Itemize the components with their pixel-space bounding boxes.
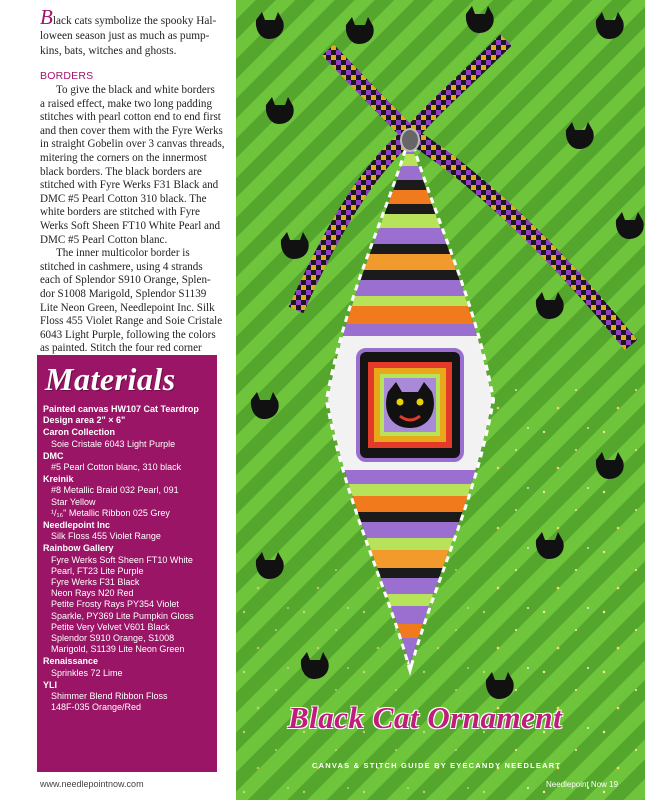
materials-item: Marigold, S1139 Lite Neon Green: [51, 644, 185, 655]
materials-item: Petite Frosty Rays PY354 Violet: [51, 599, 179, 610]
materials-item: Petite Very Velvet V601 Black: [51, 621, 170, 632]
materials-item: Sprinkles 72 Lime: [51, 667, 123, 678]
section-heading: BORDERS: [40, 70, 94, 82]
ornament-title: Black Cat Ornament: [288, 700, 563, 735]
body-line: black borders. The black borders are: [40, 165, 202, 178]
intro-paragraph: [40, 5, 226, 60]
body-line: DMC #5 Pearl Cotton blanc.: [40, 233, 168, 246]
materials-group-heading: Renaissance: [43, 656, 99, 667]
intro-line: kins, bats, witches and ghosts.: [40, 45, 177, 58]
materials-list: [43, 404, 215, 713]
body-line: Floss 455 Violet Range and Soie Cristale: [40, 315, 223, 328]
materials-item: Silk Floss 455 Violet Range: [51, 531, 161, 542]
footer-url[interactable]: www.needlepointnow.com: [40, 779, 144, 789]
materials-group-heading: Kreinik: [43, 474, 74, 485]
materials-group-heading: DMC: [43, 450, 64, 461]
materials-item: Painted canvas HW107 Cat Teardrop: [43, 404, 199, 414]
materials-item: Pearl, FT23 Lite Purple: [51, 565, 144, 576]
materials-group-heading: YLI: [43, 679, 58, 690]
body-line: as painted. Stitch the four red corner: [40, 342, 202, 355]
materials-title: Materials: [45, 361, 176, 397]
intro-line: loween season just as much as pump-: [40, 30, 210, 43]
intro-line: lack cats symbolize the spooky Hal-: [52, 15, 217, 27]
drop-cap: B: [40, 5, 53, 29]
body-line: a raised effect, make two long padding: [40, 97, 212, 110]
materials-item: Splendor S910 Orange, S1008: [51, 633, 175, 644]
materials-item: Fyre Werks Soft Sheen FT10 White: [51, 554, 193, 565]
ornament-photo: [236, 0, 645, 800]
body-line: DMC #5 Pearl Cotton 310 black. The: [40, 192, 207, 205]
ornament-illustration: [236, 0, 645, 800]
materials-item: #5 Pearl Cotton blanc, 310 black: [51, 462, 182, 473]
materials-item: ¹/₁₆" Metallic Ribbon 025 Grey: [51, 507, 170, 518]
materials-group-heading: Needlepoint Inc: [43, 520, 111, 531]
materials-item: Sparkle, PY369 Lite Pumpkin Gloss: [51, 610, 194, 621]
materials-item: Neon Rays N20 Red: [51, 588, 134, 599]
materials-group-heading: Caron Collection: [43, 427, 116, 438]
body-line: stitched with Fyre Werks F31 Black and: [40, 179, 219, 192]
body-line: each of Splendor S910 Orange, Splen-: [40, 274, 211, 287]
materials-item: Design area 2" × 6": [43, 415, 126, 426]
body-line: and then cover them with the Fyre Werks: [40, 124, 223, 137]
body-line: in straight Gobelin over 3 canvas threads,: [40, 138, 225, 151]
body-line: mitering the corners on the innermost: [40, 151, 207, 164]
body-line: stitches with pearl cotton end to end first: [40, 111, 221, 124]
materials-item: 148F-035 Orange/Red: [51, 702, 142, 713]
text-column: [0, 0, 236, 800]
materials-item: #8 Metallic Braid 032 Pearl, 091: [51, 485, 179, 496]
body-line: Lite Neon Green, Needlepoint Inc. Silk: [40, 301, 215, 314]
body-line: 6043 Light Purple, following the colors: [40, 328, 216, 341]
body-line: The inner multicolor border is: [56, 247, 190, 260]
ornament-subtitle: CANVAS & STITCH GUIDE BY EYECANDY NEEDLEART: [312, 761, 562, 770]
page-number: Needlepoint Now 19: [546, 780, 619, 789]
body-line: stitched in cashmere, using 4 strands: [40, 260, 203, 273]
materials-item: Soie Cristale 6043 Light Purple: [51, 438, 176, 449]
materials-group-heading: Rainbow Gallery: [43, 543, 114, 554]
body-line: Werks Soft Sheen FT10 White Pearl and: [40, 219, 221, 232]
body-line: dor S1008 Marigold, Splendor S1139: [40, 287, 207, 300]
body-line: To give the black and white borders: [56, 84, 215, 96]
materials-box: [37, 355, 217, 772]
materials-item: Fyre Werks F31 Black: [51, 577, 140, 588]
materials-item: Shimmer Blend Ribbon Floss: [51, 691, 168, 702]
body-line: white borders are stitched with Fyre: [40, 206, 200, 219]
body-text: [40, 84, 227, 356]
materials-item: Star Yellow: [51, 496, 96, 507]
